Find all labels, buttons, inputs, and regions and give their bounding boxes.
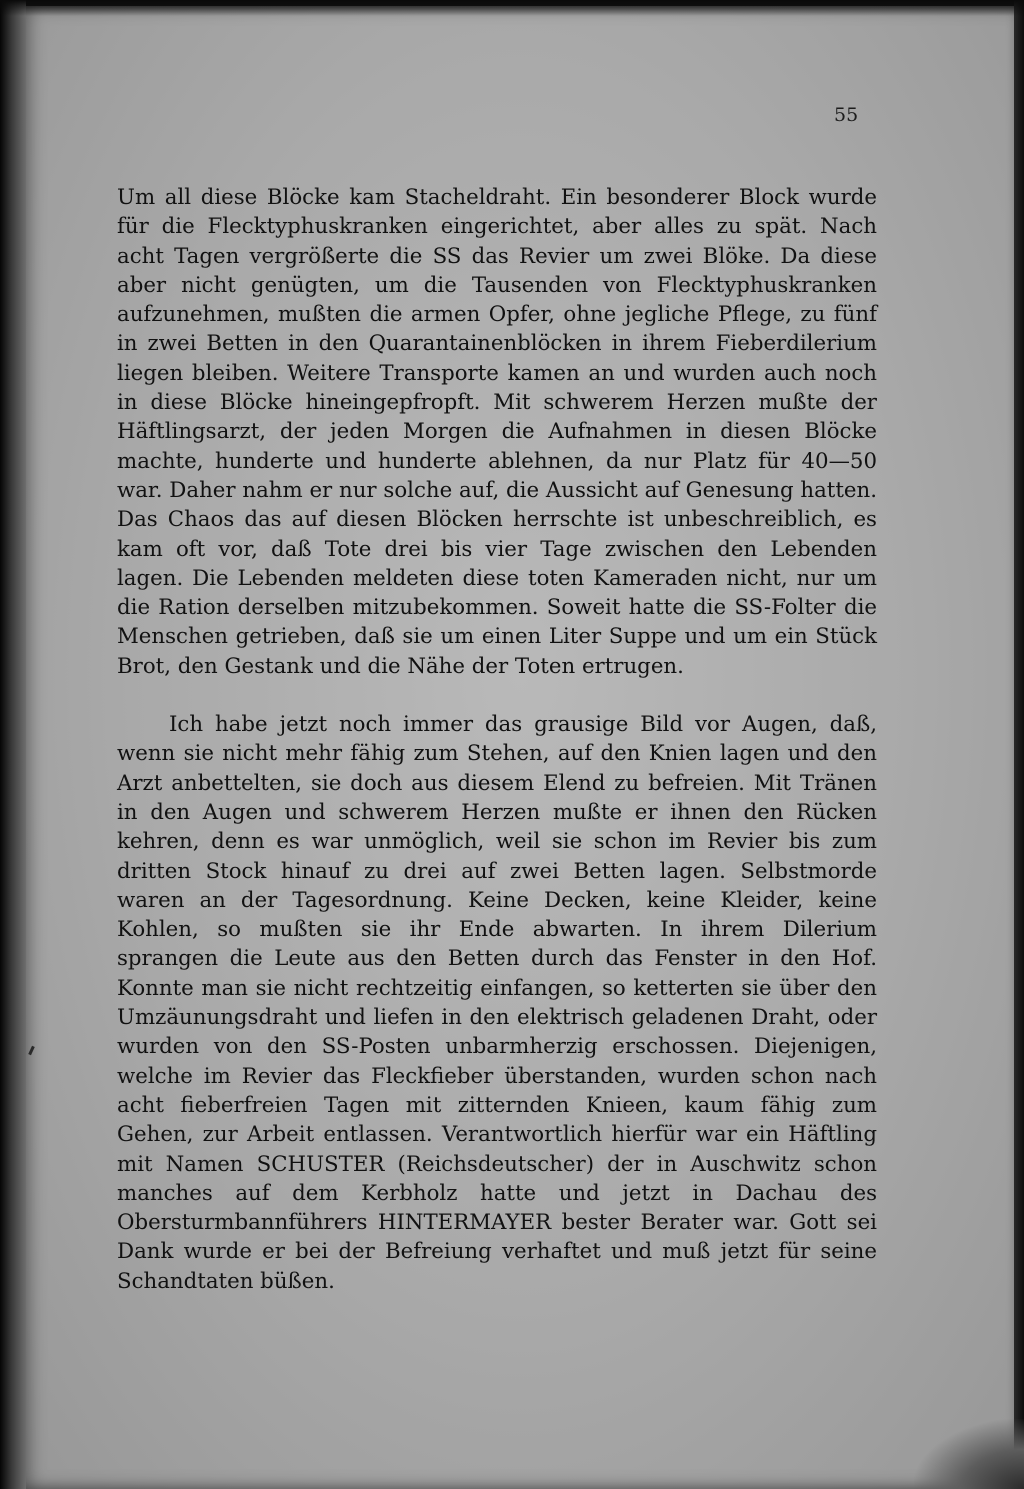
- paragraph-2: Ich habe jetzt noch immer das grausige Bild vor Augen, daß, wenn sie nicht mehr fähig zum Stehen, auf den Knien lagen und den Arzt anbettelten, sie doch aus diesem Elend zu befreien. Mit Tränen in den Augen und schwerem Herzen mußte er ihnen den Rücken kehren, denn es war unmöglich, weil sie schon im Revier bis zum dritten Stock hinauf zu drei auf zwei Betten lagen. Selbstmorde waren an der Tagesordnung. Keine Decken, keine Kleider, keine Kohlen, so mußten sie ihr Ende abwarten. In ihrem Dilerium sprangen die Leute aus den Betten durch das Fenster in den Hof. Konnte man sie nicht rechtzeitig einfangen, so ketterten sie über den Umzäunungsdraht und liefen in den elektrisch geladenen Draht, oder wurden von den SS-Posten unbarmherzig erschossen. Diejenigen, welche im Revier das Fleckfieber überstanden, wurden schon nach acht fieberfreien Tagen mit zitternden Knieen, kaum fähig zum Gehen, zur Arbeit entlassen. Verantwortlich hierfür war ein Häftling mit Namen SCHUSTER (Reichsdeutscher) der in Auschwitz schon manches auf dem Kerbholz hatte und jetzt in Dachau des Obersturmbannführers HINTERMAYER bester Berater war. Gott sei Dank wurde er bei der Befreiung verhaftet und muß jetzt für seine Schandtaten büßen.: [117, 712, 877, 1294]
- body-text: [117, 183, 877, 1296]
- top-edge-shadow: [0, 0, 1024, 16]
- paragraph-1: Um all diese Blöcke kam Stacheldraht. Ein besonderer Block wurde für die Flecktyphuskranken eingerichtet, aber alles zu spät. Nach acht Tagen vergrößerte die SS das Revier um zwei Blöke. Da diese aber nicht genügten, um die Tausenden von Flecktyphuskranken aufzunehmen, mußten die armen Opfer, ohne jegliche Pflege, zu fünf in zwei Betten in den Quarantainenblöcken in ihrem Fieberdilerium liegen bleiben. Weitere Transporte kamen an und wurden auch noch in diese Blöcke hineingepfropft. Mit schwerem Herzen mußte der Häftlingsarzt, der jeden Morgen die Aufnahmen in diesen Blöcke machte, hunderte und hunderte ablehnen, da nur Platz für 40—50 war. Daher nahm er nur solche auf, die Aussicht auf Genesung hatten. Das Chaos das auf diesen Blöcken herrschte ist unbeschreiblich, es kam oft vor, daß Tote drei bis vier Tage zwischen den Lebenden lagen. Die Lebenden meldeten diese toten Kameraden nicht, nur um die Ration derselben mitzubekommen. Soweit hatte die SS-Folter die Menschen getrieben, daß sie um einen Liter Suppe und um ein Stück Brot, den Gestank und die Nähe der Toten ertrugen.: [117, 185, 877, 679]
- right-edge-shadow: [1014, 0, 1024, 1489]
- page-corner-curl: [914, 1419, 1024, 1489]
- page-number: 55: [834, 104, 859, 126]
- book-gutter-shadow: [0, 0, 26, 1489]
